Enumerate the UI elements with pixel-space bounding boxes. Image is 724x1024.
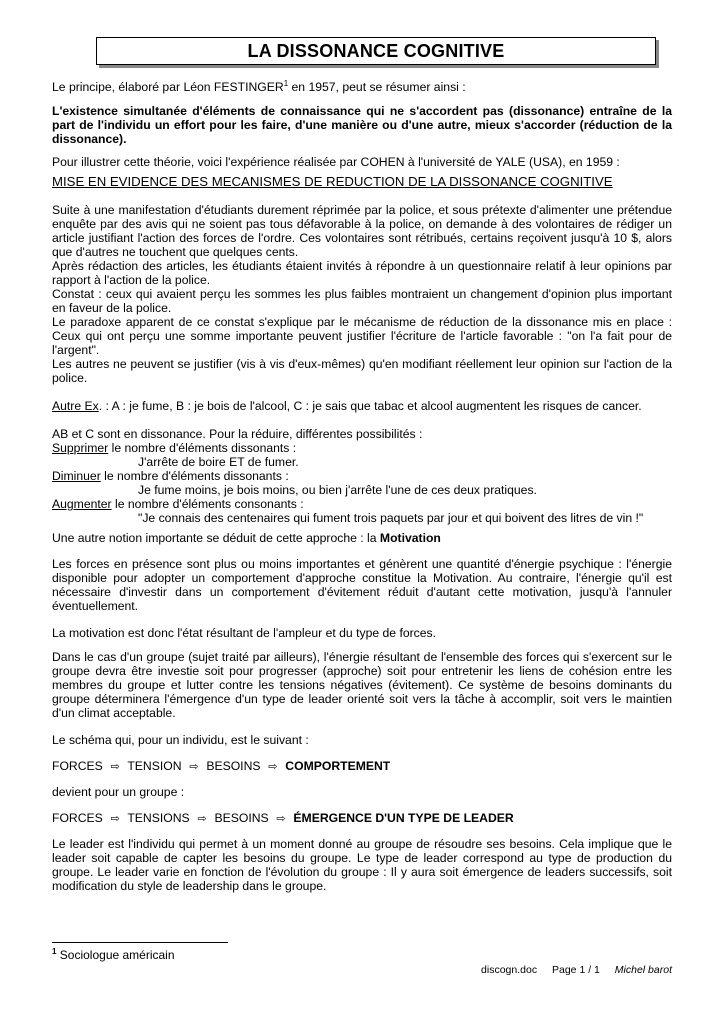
motivation-state: La motivation est donc l'état résultant de l'ampleur et du type de forces.	[52, 626, 437, 640]
other-example-text: . : A : je fume, B : je bois de l'alcool, C : je sais que tabac et alcool augmentent les risques de cancer.	[98, 399, 642, 413]
experiment-paragraph: Après rédaction des articles, les étudiants étaient invités à répondre à un questionnaire relatif à leur opinions par rapport à l'action de la police.	[52, 259, 672, 287]
title-box	[96, 37, 656, 65]
page-title: LA DISSONANCE COGNITIVE	[247, 41, 505, 61]
leader-paragraph: Le leader est l'individu qui permet à un moment donné au groupe de résoudre ses besoins. Cela implique que le leader soit capable de capter les besoins du groupe. Le type de leader correspond au type de production du groupe. Le leader varie en fonction de l'évolution du groupe : Il y aura soit émergence de leaders successifs, soit modification du style de leadership dans le groupe.	[52, 837, 672, 893]
possibility-example: Je fume moins, je bois moins, ou bien j'arrête l'une de ces deux pratiques.	[138, 483, 537, 497]
arrow-icon: ⇨	[197, 813, 207, 825]
experiment-paragraph: Suite à une manifestation d'étudiants durement réprimée par la police, et sous prétexte d'alimenter une prétendue enquête par des avis qui ne soient pas tous défavorable à la police, on demande à des volontaires de rédiger un article justifiant l'action des forces de l'ordre. Ces volontaires sont rétribués, certains reçoivent jusqu'à 10 $, alors que d'autres ne touchent que quelques cents.	[52, 203, 672, 259]
footer-page-number: Page 1 / 1	[552, 964, 600, 976]
possibility-text: le nombre d'éléments dissonants :	[108, 441, 297, 455]
possibility-line	[52, 469, 672, 483]
schema-step: TENSION	[127, 759, 182, 773]
motivation-text: Une autre notion importante se déduit de cette approche : la	[52, 531, 380, 545]
schema-step: TENSIONS	[127, 811, 190, 825]
schema-step: BESOINS	[206, 759, 261, 773]
footnote-text: Sociologue américain	[56, 948, 175, 962]
arrow-icon: ⇨	[276, 813, 286, 825]
footnote-number: 1	[52, 947, 57, 956]
experiment-paragraph: Les autres ne peuvent se justifier (vis à vis d'eux-mêmes) qu'en modifiant réellement leur opinion sur l'action de la police.	[52, 357, 672, 385]
possibility-text: le nombre d'éléments consonants :	[111, 497, 304, 511]
possibility-text: le nombre d'éléments dissonants :	[100, 469, 289, 483]
other-example	[52, 399, 672, 413]
arrow-icon: ⇨	[268, 761, 278, 773]
section-heading: MISE EN EVIDENCE DES MECANISMES DE REDUCTION DE LA DISSONANCE COGNITIVE	[52, 174, 613, 189]
footnote	[52, 948, 175, 962]
possibility-line	[52, 441, 672, 455]
arrow-icon: ⇨	[110, 813, 120, 825]
intro-text: Le principe, élaboré par Léon FESTINGER	[52, 80, 284, 94]
dissonance-intro: AB et C sont en dissonance. Pour la réduire, différentes possibilités :	[52, 427, 423, 441]
schema-individual-intro: Le schéma qui, pour un individu, est le suivant :	[52, 733, 309, 747]
possibility-verb: Augmenter	[52, 497, 112, 511]
schema-step: FORCES	[52, 811, 103, 825]
page-footer	[469, 963, 672, 977]
possibility-example: "Je connais des centenaires qui fument trois paquets par jour et qui boivent des litres de vin !"	[138, 511, 644, 525]
schema-step: BESOINS	[214, 811, 269, 825]
possibility-example: J'arrête de boire ET de fumer.	[138, 455, 299, 469]
arrow-icon: ⇨	[189, 761, 199, 773]
experiment-paragraph: Constat : ceux qui avaient perçu les sommes les plus faibles montraient un changement d'opinion plus important en faveur de la police.	[52, 287, 672, 315]
motivation-word: Motivation	[379, 531, 441, 545]
intro-line	[52, 80, 672, 94]
intro-text-end: en 1957, peut se résumer ainsi :	[288, 80, 466, 94]
possibility-verb: Supprimer	[52, 441, 109, 455]
possibility-line	[52, 497, 672, 511]
experiment-paragraph: Le paradoxe apparent de ce constat s'explique par le mécanisme de réduction de la dissonance mis en place : Ceux qui ont perçu une somme importante peuvent justifier l'écriture de l'article favorable : "on l'a fait pour de l'argent".	[52, 315, 672, 357]
group-paragraph: Dans le cas d'un groupe (sujet traité par ailleurs), l'énergie résultant de l'ensemble des forces qui s'exercent sur le groupe devra être investie soit pour progresser (approche) soit pour entretenir les liens de cohésion entre les membres du groupe et lutter contre les tensions négatives (évitement). Ce système de besoins dominants du groupe déterminera l'émergence d'un type de leader orienté soit vers la tâche à accomplir, soit vers le maintien d'un climat acceptable.	[52, 650, 672, 720]
arrow-icon: ⇨	[110, 761, 120, 773]
other-example-label: Autre Ex	[52, 399, 99, 413]
footer-author: Michel barot	[614, 964, 672, 976]
schema-individual	[52, 759, 672, 774]
footnote-divider	[52, 942, 228, 943]
footer-filename: discogn.doc	[481, 964, 538, 976]
schema-step: FORCES	[52, 759, 103, 773]
motivation-line	[52, 531, 672, 545]
principle-statement: L'existence simultanée d'éléments de connaissance qui ne s'accordent pas (dissonance) entraîne de la part de l'individu un effort pour les faire, d'une manière ou d'une autre, mieux s'accorder (réduction de la dissonance).	[52, 104, 672, 146]
forces-paragraph: Les forces en présence sont plus ou moins importantes et génèrent une quantité d'énergie psychique : l'énergie disponible pour adopter un comportement d'approche constitue la Motivation. Au contraire, l'énergie qu'il est nécessaire d'investir dans un comportement d'évitement réduit d'autant cette motivation, jusqu'à l'annuler éventuellement.	[52, 557, 672, 613]
possibility-verb: Diminuer	[52, 469, 101, 483]
possibilities-block	[52, 427, 672, 525]
footnote-ref: 1	[283, 78, 289, 88]
schema-step: ÉMERGENCE D'UN TYPE DE LEADER	[293, 811, 514, 825]
illustrate-line: Pour illustrer cette théorie, voici l'expérience réalisée par COHEN à l'université de YALE (USA), en 1959 :	[52, 155, 620, 169]
schema-group	[52, 811, 672, 826]
schema-step: COMPORTEMENT	[285, 759, 391, 773]
experiment-text	[52, 203, 672, 385]
schema-group-intro: devient pour un groupe :	[52, 785, 185, 799]
